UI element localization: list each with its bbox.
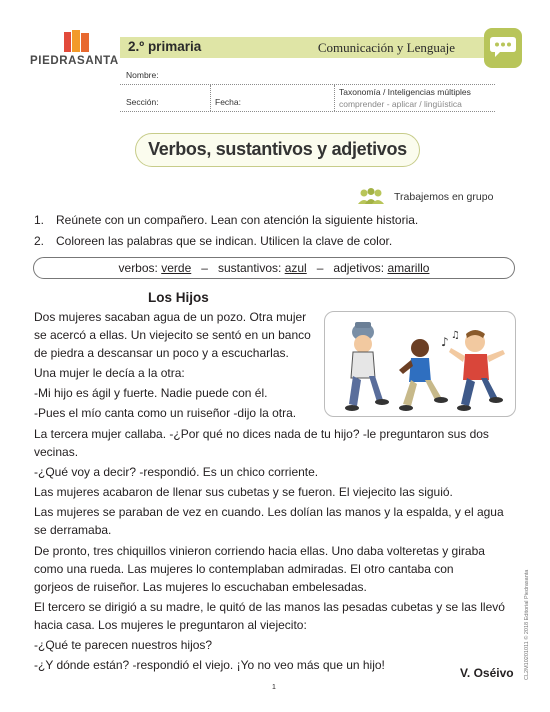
header-band: [120, 37, 495, 58]
instruction-1: 1. Reúnete con un compañero. Lean con atención la siguiente historia.: [34, 213, 419, 227]
svg-text:♪: ♪: [441, 335, 449, 349]
story-author: V. Oséivo: [460, 666, 514, 680]
story-line: como una rueda. Las mujeres lo contemplaban admiradas. El otro cantaba con: [34, 562, 454, 576]
story-line: vecinas.: [34, 445, 79, 459]
story-line: de piedra a descansar un poco y a escucharlas.: [34, 346, 289, 360]
page-number: 1: [272, 684, 276, 691]
story-title: Los Hijos: [148, 290, 209, 305]
section-label: Sección:: [126, 97, 159, 107]
subject-label: Comunicación y Lenguaje: [317, 40, 455, 55]
story-line: -Mi hijo es ágil y fuerte. Nadie puede con él.: [34, 386, 268, 400]
story-line: se derramaba.: [34, 523, 112, 537]
story-line: La tercera mujer callaba. -¿Por qué no dices nada de tu hijo? -le preguntaron sus dos: [34, 427, 489, 441]
copyright-notice: CL2M10201011 © 2018 Editorial Piedrasanta: [524, 569, 530, 680]
adjectives-color: amarillo: [387, 261, 430, 275]
story-line: -¿Qué te parecen nuestros hijos?: [34, 638, 213, 652]
svg-text:♫: ♫: [451, 330, 460, 341]
story-line: Una mujer le decía a la otra:: [34, 366, 185, 380]
grade-label: 2.º primaria: [128, 39, 202, 54]
name-line[interactable]: [120, 84, 495, 85]
instruction-2: 2. Coloreen las palabras que se indican. Utilicen la clave de color.: [34, 234, 393, 248]
group-work-label: Trabajemos en grupo: [394, 191, 494, 203]
activity-title-box: [135, 133, 420, 167]
color-key: verbos: verde – sustantivos: azul – adjetivos: amarillo: [118, 261, 430, 275]
story-line: De pronto, tres chiquillos vinieron corriendo hacia ellas. Uno daba volteretas y giraba: [34, 544, 485, 558]
section-date-line[interactable]: [120, 111, 495, 112]
date-label: Fecha:: [215, 97, 241, 107]
story-line: -¿Y dónde están? -respondió el viejo. ¡Yo no veo más que un hijo!: [34, 658, 385, 672]
story-line: El tercero se dirigió a su madre, le quitó de las manos las pesadas cubetas y se las llevó: [34, 600, 505, 614]
taxonomy-value: comprender - aplicar / lingüística: [339, 99, 462, 109]
chat-badge: [484, 28, 522, 68]
verbs-color: verde: [161, 261, 192, 275]
books-logo-icon: [64, 30, 90, 52]
taxonomy-label: Taxonomía / Inteligencias múltiples: [339, 87, 471, 97]
story-line: hacia casa. Los mujeres le preguntaron al viejecito:: [34, 618, 307, 632]
divider: [334, 85, 335, 111]
story-line: se acercó a ellas. Un viejecito se sentó en un banco: [34, 328, 311, 342]
color-key-box: [33, 257, 515, 279]
children-running-illustration: [325, 312, 516, 417]
nouns-color: azul: [284, 261, 307, 275]
story-illustration: [324, 311, 516, 417]
story-line: Dos mujeres sacaban agua de un pozo. Otra mujer: [34, 310, 307, 324]
story-line: -¿Qué voy a decir? -respondió. Es un chico corriente.: [34, 465, 319, 479]
story-line: Las mujeres acabaron de llenar sus cubetas y se fueron. El viejecito las siguió.: [34, 485, 453, 499]
logo-text: PIEDRASANTA: [30, 55, 119, 67]
story-line: gorjeos de ruiseñor. Las mujeres lo escuchaban embelesadas.: [34, 580, 367, 594]
speech-bubble-icon: [489, 35, 517, 59]
group-icon: [356, 187, 386, 205]
story-line: -Pues el mío canta como un ruiseñor -dijo la otra.: [34, 406, 297, 420]
activity-title: Verbos, sustantivos y adjetivos: [148, 139, 407, 159]
divider: [210, 85, 211, 111]
name-label: Nombre:: [126, 70, 159, 80]
story-line: Las mujeres se paraban de vez en cuando. Les dolían las manos y la espalda, y el agua: [34, 505, 504, 519]
